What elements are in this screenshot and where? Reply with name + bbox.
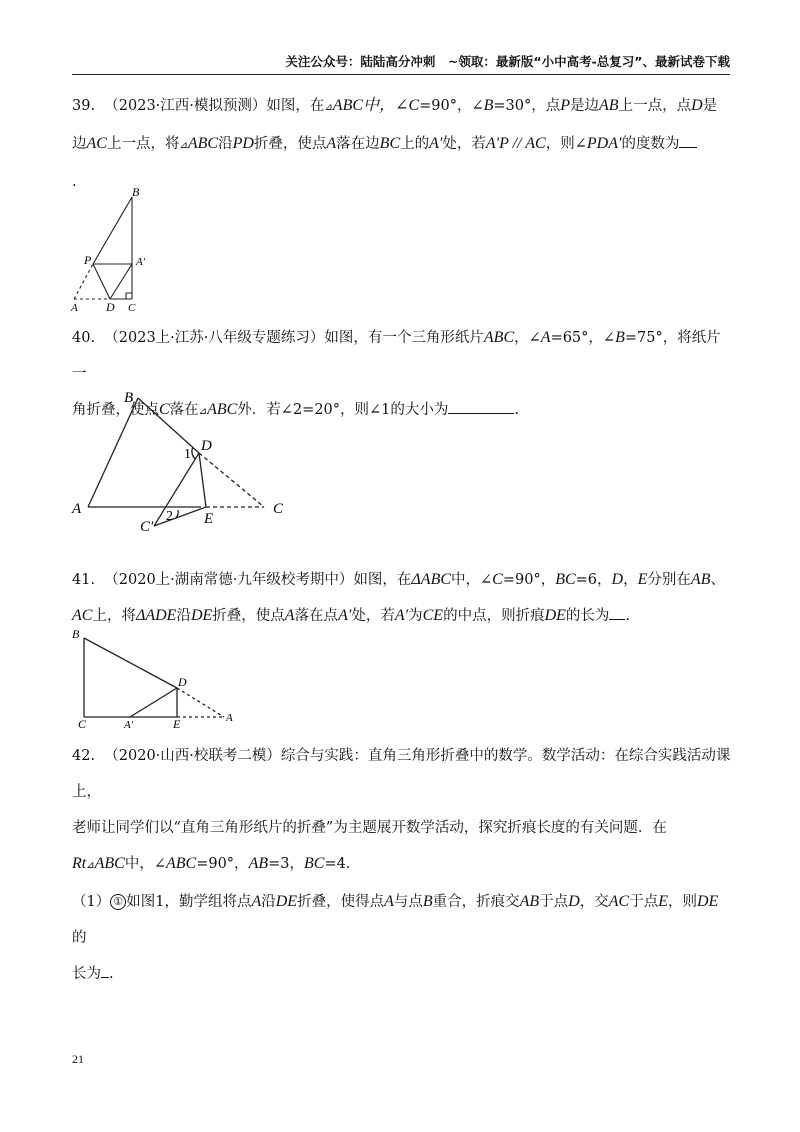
- question-42: 42. （2020·山西·校联考二模）综合与实践：直角三角形折叠中的数学。数学活动：在综合实践活动课上， 老师让同学们以“直角三角形纸片的折叠”为主题展开数学活动，探究折痕长度的有关问题．在 Rt⊿ABC中，∠ABC=90°，AB=3，BC=4． （1） ① 如图1，勤学组将点A沿DE折叠，使得点A与点B重合，折痕交AB于点D，交AC于点E，则DE的 长为 .: [72, 748, 731, 982]
- question-39: 39. （2023·江西·模拟预测）如图，在⊿ABC中，∠C=90°，∠B=30°，点P是边AB上一点，点D是 边AC上一点，将⊿ABC沿PD折叠，使点A落在边BC上的A′处，若A′P // AC，则∠PDA′的度数为 .: [72, 97, 718, 190]
- label-P: P: [84, 253, 92, 267]
- label-A-prime: A′: [124, 719, 134, 728]
- label-C: C: [78, 717, 87, 728]
- figure-39: [62, 183, 172, 315]
- label-A-prime: A′: [136, 256, 146, 268]
- label-D: D: [178, 675, 187, 689]
- label-A: A: [72, 501, 82, 517]
- circled-number-icon: ①: [110, 894, 126, 910]
- label-B: B: [132, 185, 140, 199]
- label-A: A: [226, 712, 233, 724]
- label-angle-2: 2: [166, 509, 173, 524]
- figure-41: [66, 624, 246, 728]
- label-B: B: [124, 390, 134, 406]
- question-40: 40. （2023上·江苏·八年级专题练习）如图，有一个三角形纸片ABC，∠A=65°，∠B=75°，将纸片一 角折叠，使点C落在⊿ABC外．若∠2=20°，则∠1的大小为 .: [72, 329, 721, 418]
- page-header: 关注公众号：陆陆高分冲刺 ~领取：最新版“小中高考-总复习”、最新试卷下载: [72, 52, 730, 75]
- label-B: B: [72, 627, 80, 641]
- label-D: D: [106, 300, 115, 314]
- label-E: E: [204, 511, 214, 527]
- figure-40: [66, 386, 296, 536]
- label-C: C: [273, 501, 284, 517]
- question-41: 41. （2020上·湖南常德·九年级校考期中）如图，在ΔABC中，∠C=90°，BC=6，D，E分别在AB、 AC上，将ΔADE沿DE折叠，使点A落在点A′处，若A′为CE的中点，则折痕DE的长为 .: [72, 571, 725, 624]
- label-C-prime: C′: [140, 519, 154, 535]
- label-angle-1: 1: [184, 447, 191, 462]
- label-D: D: [201, 438, 212, 454]
- label-C: C: [128, 302, 136, 314]
- label-A: A: [71, 302, 78, 314]
- page-number: 21: [72, 1052, 84, 1066]
- label-E: E: [173, 717, 181, 728]
